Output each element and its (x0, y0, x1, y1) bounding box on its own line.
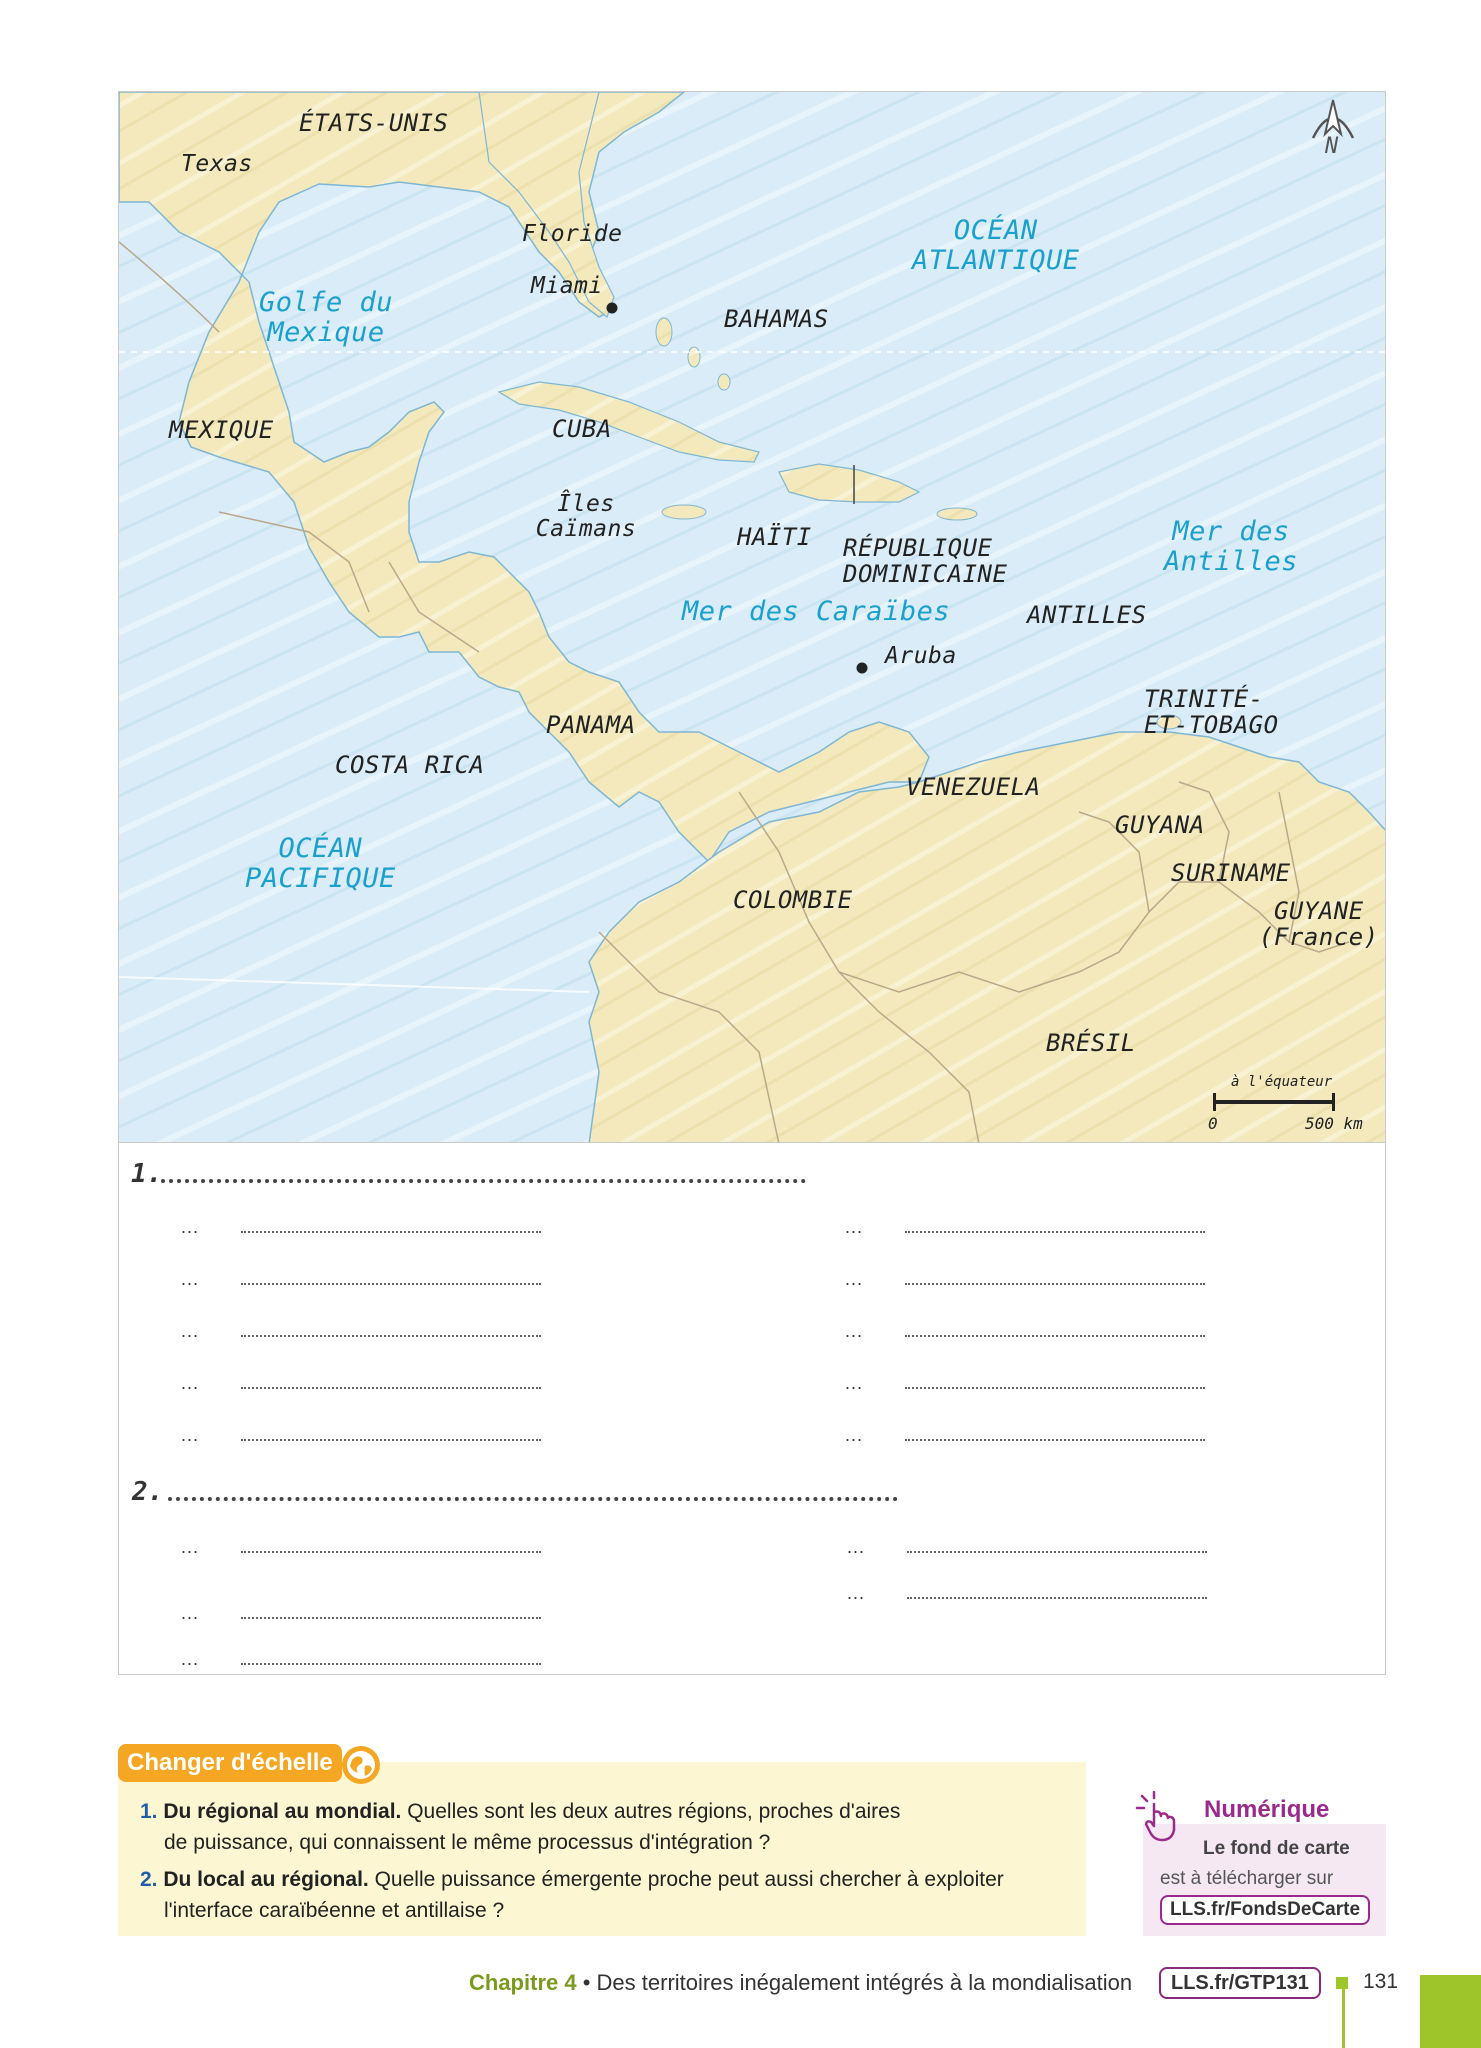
label-panama: PANAMA (546, 711, 636, 739)
answer-line[interactable] (241, 1283, 541, 1285)
label-guyane-line2: (France) (1259, 923, 1379, 952)
label-trinite-line1: TRINITÉ- (1144, 685, 1264, 713)
caribbean-map (118, 91, 1386, 1143)
label-caimans (531, 492, 641, 543)
answer-ellipsis: ... (181, 1269, 200, 1289)
answer-line[interactable] (241, 1617, 541, 1619)
scale-zero: 0 (1208, 1114, 1218, 1133)
question-1-number: 1. (131, 1159, 163, 1189)
answer-line[interactable] (905, 1231, 1205, 1233)
footer-separator: • (576, 1970, 597, 1995)
footer-chapter-title: Des territoires inégalement intégrés à la mondialisation (596, 1970, 1133, 1995)
q1-answer-row[interactable] (845, 1373, 1225, 1397)
echelle-question-1 (140, 1796, 1060, 1858)
fonds-de-carte-link[interactable]: LLS.fr/FondsDeCarte (1160, 1895, 1370, 1925)
q2-answer-row[interactable] (847, 1583, 1227, 1607)
label-venezuela: VENEZUELA (906, 773, 1041, 801)
label-golfe-line1: Golfe du (259, 287, 394, 318)
answer-ellipsis: ... (181, 1373, 200, 1393)
scale-line (1213, 1100, 1335, 1104)
label-rep-dom (843, 535, 1007, 588)
footer-chapter (469, 1970, 1132, 1996)
label-bahamas: BAHAMAS (724, 305, 829, 333)
echelle-q2-bold: Du local au régional. (163, 1868, 369, 1891)
page-corner-tab (1420, 1975, 1481, 2048)
echelle-q1-text-line2: de puissance, qui connaissent le même processus d'intégration ? (164, 1831, 771, 1854)
question-2-title-line[interactable] (168, 1495, 898, 1501)
footer-marker (1336, 1977, 1348, 1989)
label-rep-dom-line2: DOMINICAINE (843, 560, 1008, 589)
label-mer-caraibes: Mer des Caraïbes (682, 596, 951, 627)
label-caimans-line1: Îles (557, 491, 615, 517)
q2-answer-row[interactable] (181, 1603, 561, 1627)
answer-line[interactable] (241, 1439, 541, 1441)
q1-answer-row[interactable] (845, 1217, 1225, 1241)
changer-echelle-box (118, 1762, 1086, 1936)
north-label: N (1325, 134, 1339, 159)
answer-ellipsis: ... (845, 1217, 864, 1237)
answer-ellipsis: ... (845, 1321, 864, 1341)
globe-icon (340, 1744, 382, 1786)
north-arrow-icon (1303, 98, 1363, 164)
footer-link[interactable]: LLS.fr/GTP131 (1159, 1967, 1321, 1999)
label-aruba: Aruba (885, 643, 957, 669)
answer-line[interactable] (241, 1387, 541, 1389)
answer-ellipsis: ... (181, 1425, 200, 1445)
numerique-title: Numérique (1204, 1796, 1330, 1823)
label-miami: Miami (531, 273, 603, 299)
answer-ellipsis: ... (845, 1425, 864, 1445)
label-haiti: HAÏTI (737, 523, 812, 551)
answer-ellipsis: ... (181, 1321, 200, 1341)
answer-ellipsis: ... (847, 1537, 866, 1557)
label-antilles: ANTILLES (1027, 601, 1147, 629)
label-trinite (1144, 686, 1279, 739)
miami-dot (607, 303, 618, 314)
q1-answer-row[interactable] (181, 1425, 561, 1449)
q1-answer-row[interactable] (181, 1217, 561, 1241)
q2-answer-row[interactable] (181, 1649, 561, 1673)
answer-ellipsis: ... (181, 1537, 200, 1557)
footer-stripe (1342, 1989, 1345, 2048)
label-trinite-line2: ET-TOBAGO (1144, 711, 1279, 740)
scale-bar (1203, 1074, 1373, 1136)
answer-line[interactable] (905, 1283, 1205, 1285)
echelle-q1-number: 1. (140, 1800, 158, 1823)
label-golfe-mexique (259, 288, 393, 347)
answer-line[interactable] (241, 1663, 541, 1665)
echelle-q2-text: Quelle puissance émergente proche peut aussi chercher à exploiter (368, 1868, 1004, 1891)
label-bresil: BRÉSIL (1046, 1029, 1136, 1057)
label-texas: Texas (181, 151, 253, 177)
q1-answer-row[interactable] (845, 1269, 1225, 1293)
label-suriname: SURINAME (1171, 859, 1291, 887)
page-number: 131 (1363, 1970, 1399, 1993)
label-atlantique-line2: ATLANTIQUE (912, 244, 1080, 276)
label-usa: ÉTATS-UNIS (299, 109, 449, 137)
numerique-line2: est à télécharger sur (1160, 1868, 1334, 1889)
answer-line[interactable] (907, 1551, 1207, 1553)
echelle-q2-text-line2: l'interface caraïbéenne et antillaise ? (164, 1899, 505, 1922)
answer-line[interactable] (241, 1231, 541, 1233)
q2-answer-row[interactable] (181, 1537, 561, 1561)
label-mer-antilles (1164, 517, 1298, 576)
echelle-question-2 (140, 1864, 1060, 1926)
label-mer-antilles-line1: Mer des (1172, 516, 1290, 547)
answer-line[interactable] (907, 1597, 1207, 1599)
answer-ellipsis: ... (181, 1603, 200, 1623)
label-colombie: COLOMBIE (733, 886, 853, 914)
answer-ellipsis: ... (181, 1217, 200, 1237)
label-pacifique-line2: PACIFIQUE (245, 862, 396, 894)
scale-caption: à l'équateur (1231, 1074, 1333, 1090)
answer-ellipsis: ... (181, 1649, 200, 1669)
echelle-q1-bold: Du régional au mondial. (163, 1800, 402, 1823)
label-costa-rica: COSTA RICA (335, 751, 485, 779)
scale-max: 500 km (1305, 1114, 1363, 1133)
echelle-q2-number: 2. (140, 1868, 158, 1891)
label-mexique: MEXIQUE (169, 416, 274, 444)
label-guyane-line1: GUYANE (1273, 897, 1364, 925)
label-golfe-line2: Mexique (267, 316, 385, 348)
numerique-line1: Le fond de carte (1203, 1838, 1350, 1859)
q1-answer-row[interactable] (845, 1425, 1225, 1449)
label-cuba: CUBA (552, 415, 612, 443)
q1-answer-row[interactable] (181, 1373, 561, 1397)
q1-answer-row[interactable] (181, 1321, 561, 1345)
aruba-dot (857, 663, 868, 674)
legend-exercise-box (118, 1143, 1386, 1675)
echelle-q1-text: Quelles sont les deux autres régions, proches d'aires (401, 1800, 901, 1823)
question-2-number: 2. (132, 1477, 164, 1507)
answer-line[interactable] (905, 1335, 1205, 1337)
answer-ellipsis: ... (847, 1583, 866, 1603)
label-guyane (1259, 898, 1379, 951)
label-floride: Floride (522, 221, 623, 247)
q2-answer-row[interactable] (847, 1537, 1227, 1561)
label-rep-dom-line1: RÉPUBLIQUE (843, 534, 993, 562)
label-ocean-atlantique (912, 216, 1080, 275)
answer-line[interactable] (241, 1551, 541, 1553)
question-1-title-line[interactable] (161, 1177, 806, 1183)
answer-ellipsis: ... (845, 1269, 864, 1289)
q1-answer-row[interactable] (845, 1321, 1225, 1345)
answer-line[interactable] (241, 1335, 541, 1337)
changer-echelle-tag: Changer d'échelle (118, 1744, 342, 1782)
hand-pointer-icon (1134, 1790, 1186, 1846)
label-mer-antilles-line2: Antilles (1164, 545, 1299, 577)
label-pacifique-line1: OCÉAN (278, 833, 363, 864)
label-caimans-line2: Caïmans (535, 516, 637, 543)
q1-answer-row[interactable] (181, 1269, 561, 1293)
answer-ellipsis: ... (845, 1373, 864, 1393)
footer-chapter-number: Chapitre 4 (469, 1970, 577, 1995)
answer-line[interactable] (905, 1439, 1205, 1441)
answer-line[interactable] (905, 1387, 1205, 1389)
label-guyana: GUYANA (1115, 811, 1205, 839)
label-ocean-pacifique (245, 834, 396, 893)
label-atlantique-line1: OCÉAN (953, 215, 1038, 246)
